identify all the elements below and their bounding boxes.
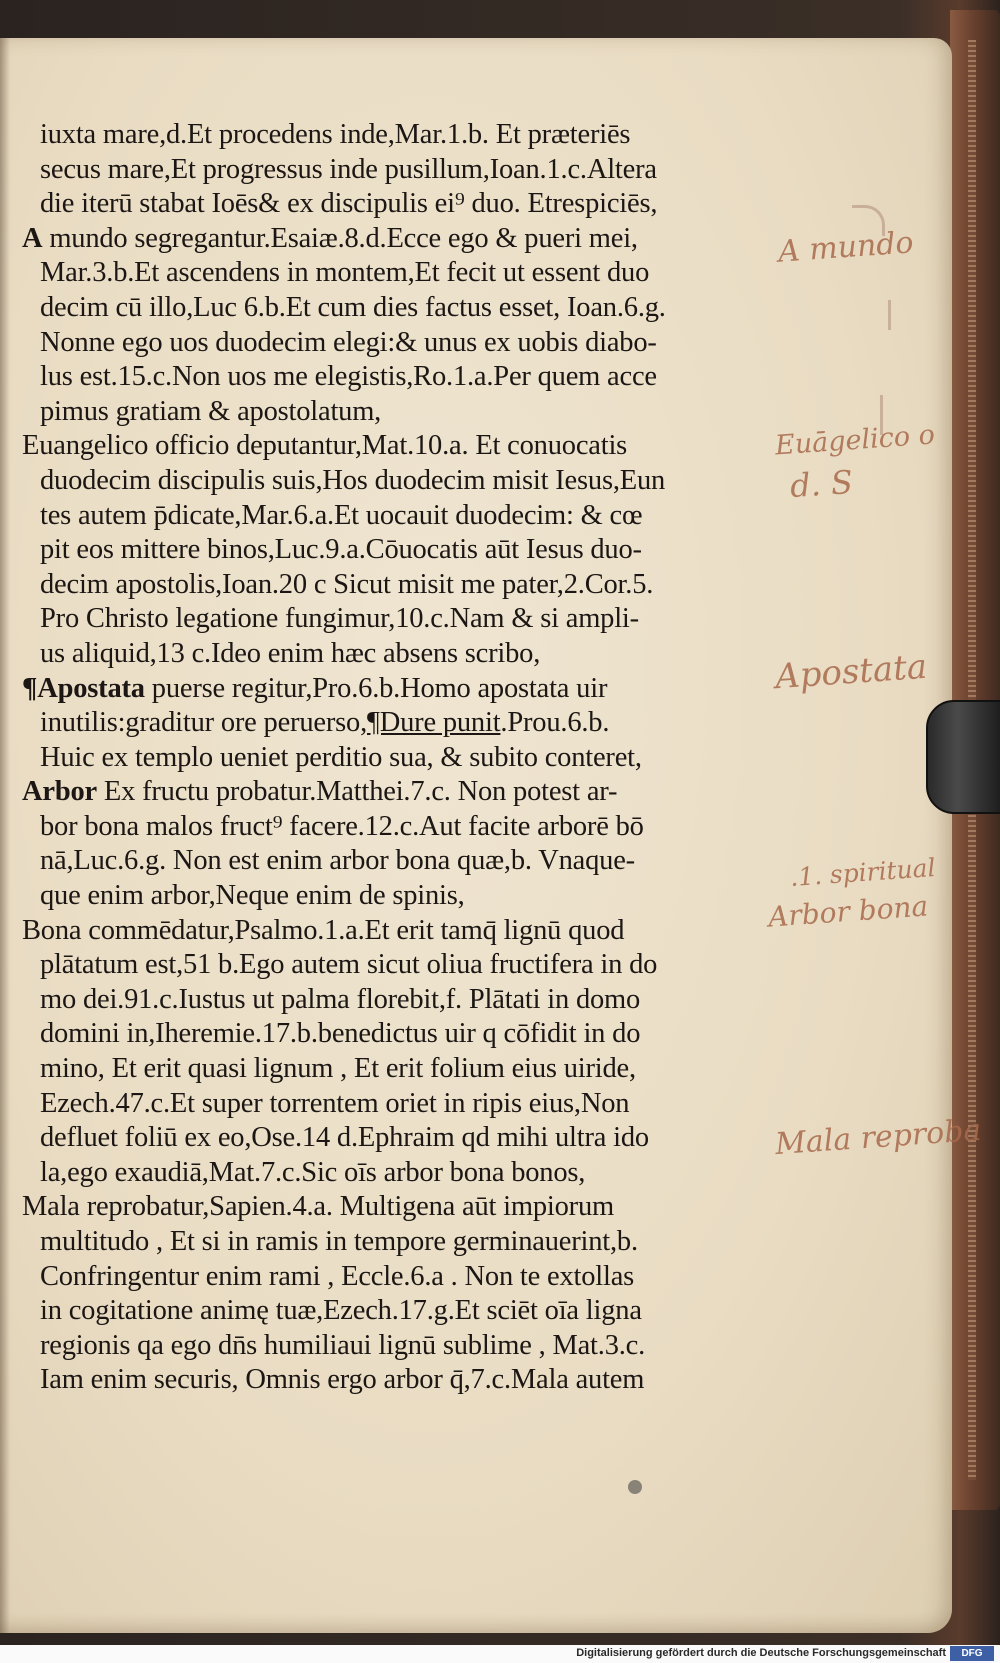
text-line: plātatum est,51 b.Ego autem sicut oliua fructifera in do bbox=[40, 949, 658, 981]
text-line: decim cū illo,Luc 6.b.Et cum dies factus esset, Ioan.6.g. bbox=[40, 291, 666, 323]
text-line: Iam enim securis, Omnis ergo arbor q̄,7.c.Mala autem bbox=[40, 1364, 645, 1396]
marginal-note: d. S bbox=[788, 462, 854, 506]
text-line: multitudo , Et si in ramis in tempore germinauerint,b. bbox=[40, 1226, 638, 1257]
lemma: A bbox=[22, 222, 43, 254]
text-line: mo dei.91.c.Iustus ut palma florebit,f. Plātati in domo bbox=[40, 983, 641, 1015]
text-line: tes autem p̄dicate,Mar.6.a.Et uocauit duodecim: & cœ bbox=[40, 499, 643, 531]
text-line: iuxta mare,d.Et procedens inde,Mar.1.b. Et præteriēs bbox=[40, 119, 631, 150]
text-line: Nonne ego uos duodecim elegi:& unus ex uobis diabo- bbox=[40, 326, 657, 358]
page-gutter bbox=[0, 38, 10, 1633]
text-line: in cogitatione animę tuæ,Ezech.17.g.Et sciēt oīa ligna bbox=[40, 1295, 642, 1327]
text-line: pimus gratiam & apostolatum, bbox=[40, 395, 382, 427]
underlined-phrase: ¶Dure punit bbox=[367, 707, 501, 739]
lemma: Bona bbox=[22, 914, 82, 946]
ink-spot bbox=[628, 1480, 642, 1494]
text-line: duodecim discipulis suis,Hos duodecim misit Iesus,Eun bbox=[40, 464, 666, 496]
text-line: que enim arbor,Neque enim de spinis, bbox=[40, 880, 465, 912]
text-line: nā,Luc.6.g. Non est enim arbor bona quæ,b. Vnaque- bbox=[40, 845, 635, 877]
text-line: Mala reprobatur,Sapien.4.a. Multigena aūt impiorum bbox=[22, 1191, 614, 1223]
text-line: defluet foliū ex eo,Ose.14 d.Ephraim qd mihi ultra ido bbox=[40, 1122, 649, 1154]
text-line: A mundo segregantur.Esaiæ.8.d.Ecce ego & pueri mei, bbox=[22, 222, 638, 254]
marginal-note: .1. spiritual bbox=[789, 852, 937, 893]
dfg-logo: DFG bbox=[950, 1646, 994, 1661]
lemma: Apostata bbox=[37, 672, 145, 704]
text-line: la,ego exaudiā,Mat.7.c.Sic oīs arbor bona bonos, bbox=[40, 1156, 586, 1188]
text-line: secus mare,Et progressus inde pusillum,Ioan.1.c.Altera bbox=[40, 153, 657, 185]
text-line: regionis qa ego dn̄s humiliaui lignū sublime , Mat.3.c. bbox=[40, 1329, 646, 1361]
lemma: Arbor bbox=[22, 776, 97, 808]
text-line: die iterū stabat Ioēs& ex discipulis ei⁹ duo. Etrespiciēs, bbox=[40, 188, 658, 220]
text-line: domini in,Iheremie.17.b.benedictus uir q cōfidit in do bbox=[40, 1018, 641, 1050]
pilcrow: ¶ bbox=[22, 672, 38, 704]
pencil-mark bbox=[880, 395, 883, 435]
text-line: pit eos mittere binos,Luc.9.a.Cōuocatis aūt Iesus duo- bbox=[40, 534, 642, 566]
marginal-note: Mala reproba bbox=[774, 1112, 983, 1163]
marginal-note: A mundo bbox=[776, 225, 915, 270]
text-line: us aliquid,13 c.Ideo enim hæc absens scribo, bbox=[40, 637, 541, 669]
lemma: Mala bbox=[22, 1191, 80, 1223]
text-line: bor bona malos fruct⁹ facere.12.c.Aut facite arborē bō bbox=[40, 810, 644, 842]
pencil-mark bbox=[888, 300, 891, 330]
text-line: decim apostolis,Ioan.20 c Sicut misit me pater,2.Cor.5. bbox=[40, 568, 654, 600]
text-line: Ezech.47.c.Et super torrentem oriet in ripis eius,Non bbox=[40, 1087, 630, 1119]
main-text bbox=[22, 118, 762, 1398]
text-line: Huic ex templo ueniet perditio sua, & subito conteret, bbox=[40, 741, 642, 773]
text-line: Pro Christo legatione fungimur,10.c.Nam & si ampli- bbox=[40, 603, 639, 635]
text-line: Mar.3.b.Et ascendens in montem,Et fecit ut essent duo bbox=[40, 257, 650, 289]
text-line: mino, Et erit quasi lignum , Et erit folium eius uiride, bbox=[40, 1053, 636, 1085]
text-line: Bona commēdatur,Psalmo.1.a.Et erit tamq̄ lignū quod bbox=[22, 914, 625, 946]
marginal-note: Euāgelico o bbox=[774, 419, 936, 462]
text-line: inutilis:graditur ore peruerso,¶Dure punit.Prou.6.b. bbox=[40, 707, 610, 739]
marginal-note: Arbor bona bbox=[767, 889, 930, 934]
book-clip bbox=[926, 700, 1000, 814]
footer-credit: Digitalisierung gefördert durch die Deutsche Forschungsgemeinschaft bbox=[576, 1647, 946, 1659]
text-line: Euangelico officio deputantur,Mat.10.a. Et conuocatis bbox=[22, 430, 628, 462]
text-line: Arbor Ex fructu probatur.Matthei.7.c. Non potest ar- bbox=[22, 776, 618, 808]
marginal-note: Apostata bbox=[773, 646, 929, 698]
lemma: Euangelico bbox=[22, 430, 149, 462]
text-line: ¶Apostata puerse regitur,Pro.6.b.Homo apostata uir bbox=[22, 672, 608, 704]
text-line: Confringentur enim rami , Eccle.6.a . Non te extollas bbox=[40, 1260, 635, 1292]
text-line: lus est.15.c.Non uos me elegistis,Ro.1.a.Per quem acce bbox=[40, 361, 657, 393]
